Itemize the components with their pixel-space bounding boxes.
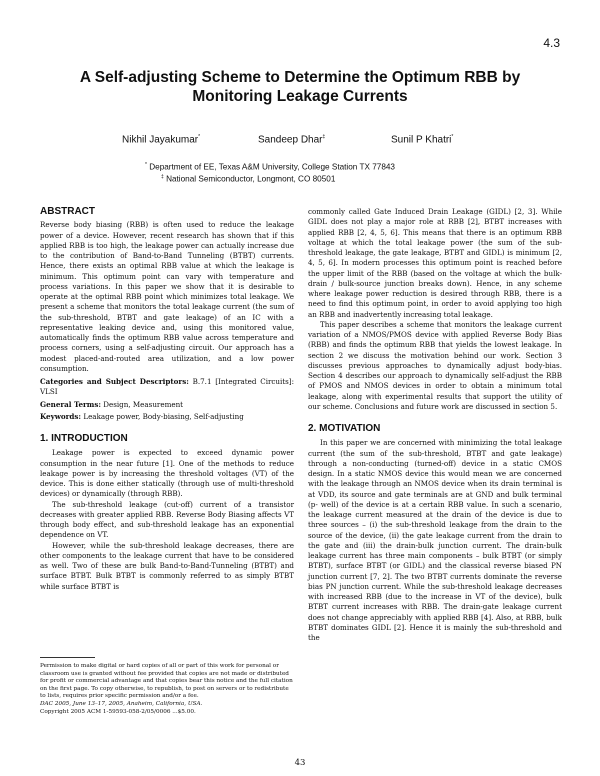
right-column xyxy=(308,207,562,643)
affil-text: National Semiconductor, Longmont, CO 80501 xyxy=(166,174,336,184)
author-1 xyxy=(122,134,200,145)
author-2 xyxy=(258,134,325,145)
affiliation-2 xyxy=(161,174,335,184)
copyright: Copyright 2005 ACM 1-59593-058-2/05/0006 ...$5.00. xyxy=(40,708,196,715)
footnote-divider xyxy=(40,657,95,658)
affiliation-1 xyxy=(145,162,395,172)
keywords-label: Keywords: xyxy=(40,411,82,421)
intro-heading: 1. INTRODUCTION xyxy=(40,433,128,444)
categories-text: B.7.1 [Integrated Circuits]: VLSI xyxy=(40,377,294,397)
author-mark: ‡ xyxy=(322,134,326,140)
abstract-heading: ABSTRACT xyxy=(40,206,95,217)
permission-block xyxy=(40,663,294,716)
paper-title: A Self-adjusting Scheme to Determine the Optimum RBB by Monitoring Leakage Currents xyxy=(79,69,521,105)
permission-text: Permission to make digital or hard copies of all or part of this work for personal or classroom use is granted without fee provided that copies are not made or distributed for profit or commercial advantage and that copies bear this notice and the full citation on the first page. To copy otherwise, to republish, to post on servers or to redistribute to lists, requires prior specific permission and/or a fee. xyxy=(40,663,293,700)
right-paragraph-2: This paper describes a scheme that monitors the leakage current variation of a NMOS/PMOS device with applied Reverse Body Bias (RBB) and finds the optimum RBB that yields the lowest leakage. In section 2 we discuss the motivation behind our work. Section 3 discusses previous approaches to dynamically adjust body-bias. Section 4 describes our approach to dynamically self-adjust the RBB of PMOS and NMOS devices in order to obtain a minimum total leakage, along with experimental results that support the utility of our scheme. Conclusions and future work are discussed in section 5. xyxy=(308,319,562,411)
general-terms-label: General Terms: xyxy=(40,399,101,409)
motivation-paragraph: In this paper we are concerned with minimizing the total leakage current (the sum of the sub-threshold, BTBT and gate leakage) through a non-conducting (turned-off) device in a static CMOS design. In a static NMOS device this would mean we are concerned with the leakage through an NMOS device when its drain terminal is at VDD, its source and gate terminals are at GND and bulk terminal (p- well) of the device is at a certain RBB value. In such a scenario, the leakage current measured at the drain of the device is due to three sources – (i) the sub-threshold leakage from the drain to the source of the device, (ii) the gate leakage current from the drain to the gate and (iii) the drain-bulk junction current. The drain-bulk leakage current has three main components – bulk BTBT (or simply BTBT), surface BTBT (or GIDL) and the classical reverse biased PN junction current [7, 2]. The two BTBT currents dominate the reverse bias PN junction current. While the sub-threshold leakage decreases with increased RBB (due to the increase in VT of the device), bulk BTBT current increases with RBB. The drain-gate leakage current does not change appreciably with applied RBB [4]. Also, at RBB, bulk BTBT dominates GIDL [2]. Hence it is mainly the sub-threshold and the xyxy=(308,438,562,642)
categories-label: Categories and Subject Descriptors: xyxy=(40,377,189,386)
session-number: 4.3 xyxy=(543,36,560,50)
intro-paragraph-1: Leakage power is expected to exceed dynamic power consumption in the near future [1]. One of the methods to reduce leakage power is by increasing the threshold voltages (VT) of the device. This is done either statically (through use of multi-threshold devices) or dynamically (through RBB). xyxy=(40,448,294,499)
page-number: 43 xyxy=(294,758,306,768)
abstract-body: Reverse body biasing (RBB) is often used to reduce the leakage power of a device. However, recent research has shown that if this applied RBB is too high, the leakage power can actually increase due to the contribution of Band-to-Band Tunneling (BTBT) currents. Hence, there exists an optimal RBB value at which the leakage is minimum. This optimum point can vary with temperature and process variations. In this paper we show that it is desirable to operate at the optimal RBB point which minimizes total leakage. We present a scheme that monitors the total leakage current (the sum of the sub-threshold, BTBT and gate leakage) of an IC with a representative leaking device and, using this monitored value, automatically finds the optimum RBB value across temperature and process corners, using a self-adjusting circuit. Our approach has a modest placed-and-routed area utilization, and a low power consumption. xyxy=(40,220,294,373)
motivation-heading: 2. MOTIVATION xyxy=(308,423,381,434)
author-mark: * xyxy=(451,134,454,140)
author-name: Sandeep Dhar xyxy=(258,134,323,146)
general-terms xyxy=(40,400,294,410)
affil-text: Department of EE, Texas A&M University, College Station TX 77843 xyxy=(149,162,395,172)
keywords-text: Leakage power, Body-biasing, Self-adjusting xyxy=(83,411,244,421)
intro-paragraph-3: However, while the sub-threshold leakage decreases, there are other components to the leakage current that have to be considered as well. Two of these are bulk Band-to-Band-Tunneling (BTBT) and surface BTBT. Bulk BTBT is commonly referred to as simply BTBT while surface BTBT is xyxy=(40,540,294,591)
general-terms-text: Design, Measurement xyxy=(103,399,184,409)
author-name: Sunil P Khatri xyxy=(391,134,452,146)
intro-paragraph-2: The sub-threshold leakage (cut-off) current of a transistor decreases with greater applied RBB. Reverse Body Biasing affects VT through body effect, and sub-threshold leakage has an exponential dependence on VT. xyxy=(40,499,294,540)
keywords xyxy=(40,412,294,422)
author-mark: * xyxy=(198,134,201,140)
affil-mark: * xyxy=(145,162,147,168)
categories xyxy=(40,377,294,398)
right-paragraph-1: commonly called Gate Induced Drain Leakage (GIDL) [2, 3]. While GIDL does not play a major role at RBB [2], BTBT increases with applied RBB [2, 4, 5, 6]. This means that there is an optimum RBB voltage at which the total leakage power (the sum of the sub-threshold leakage, the gate leakage, BTBT and GIDL) is minimum [2, 4, 5, 6]. In modern processes this optimum point is reached before the upper limit of the RBB (based on the voltage at which the bulk-drain / bulk-source junction breaks down). Hence, in any scheme where leakage power reduction is desired through RBB, there is a need to find this optimum point, in order to avoid applying too high an RBB and inadvertently increasing total leakage. xyxy=(308,207,562,319)
left-column xyxy=(40,207,294,592)
author-name: Nikhil Jayakumar xyxy=(122,134,199,146)
conference-info: DAC 2005, June 13–17, 2005, Anaheim, California, USA. xyxy=(40,700,203,707)
author-3 xyxy=(391,134,453,145)
affil-mark: ‡ xyxy=(161,174,164,180)
